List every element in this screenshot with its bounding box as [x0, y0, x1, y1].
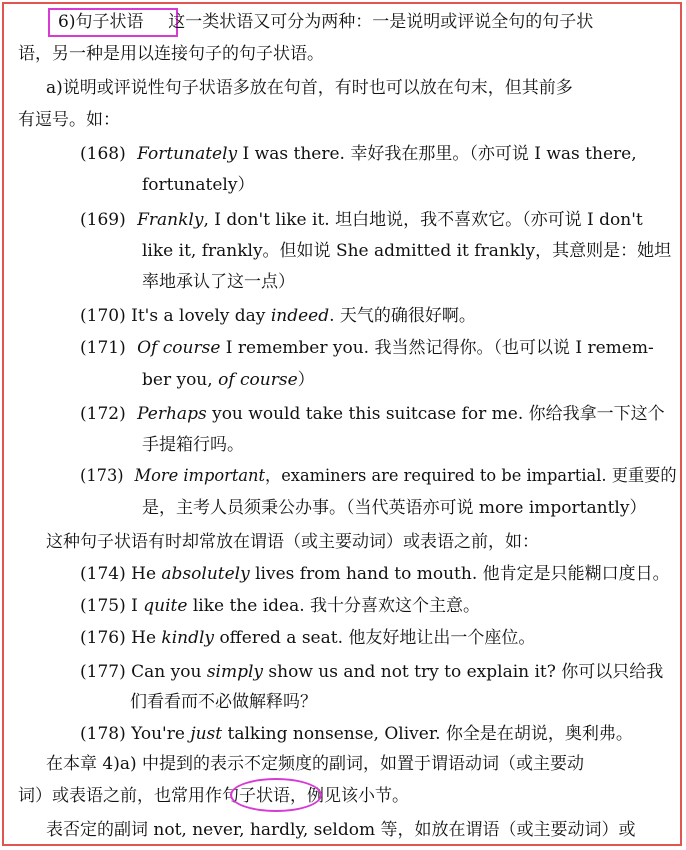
example-keyword: just — [190, 724, 223, 744]
example-173-cont: 是，主考人员须秉公办事。（当代英语亦可说 more importantly） — [142, 498, 647, 518]
example-text: ，examiners are required to be impartial. 更重要的 — [264, 466, 677, 486]
example-keyword: absolutely — [161, 564, 250, 584]
example-number: (170) — [80, 306, 126, 326]
example-keyword: Fortunately — [137, 144, 238, 164]
para-a-line1: a)说明或评说性句子状语多放在句首，有时也可以放在句末，但其前多 — [46, 78, 573, 98]
closing-line2 — [18, 786, 409, 806]
example-keyword: Of course — [137, 338, 221, 358]
example-text: ） — [297, 370, 315, 390]
heading-label: 6)句子状语 — [58, 12, 144, 32]
example-number: (176) — [80, 628, 126, 648]
example-170 — [80, 306, 476, 326]
example-keyword: kindly — [161, 628, 215, 648]
example-text: ber you, — [142, 370, 219, 390]
example-number: (178) — [80, 724, 126, 744]
example-keyword: simply — [206, 662, 264, 682]
example-pre: It's a lovely day — [125, 306, 271, 326]
example-178 — [80, 724, 633, 744]
middle-paragraph: 这种句子状语有时却常放在谓语（或主要动词）或表语之前，如： — [46, 532, 539, 552]
example-172 — [80, 404, 665, 424]
example-pre: He — [125, 564, 162, 584]
example-number: (177) — [80, 662, 126, 682]
example-number: (175) — [80, 596, 126, 616]
example-text: talking nonsense, Oliver. 你全是在胡说，奥利弗。 — [222, 724, 633, 744]
example-text: , I don't like it. 坦白地说，我不喜欢它。（亦可说 I don't — [203, 210, 643, 230]
example-text: like the idea. 我十分喜欢这个主意。 — [187, 596, 481, 616]
example-pre: You're — [125, 724, 191, 744]
example-169-cont2: 率地承认了这一点） — [142, 272, 295, 292]
example-173 — [80, 466, 677, 486]
closing-text: 词）或表语之前，也常用作 — [18, 786, 222, 806]
example-169 — [80, 210, 643, 230]
example-number: (173) — [80, 466, 124, 486]
example-text: show us and not try to explain it? 你可以只给我 — [263, 662, 664, 682]
example-keyword: Perhaps — [137, 404, 207, 424]
example-keyword: quite — [143, 596, 188, 616]
para-a-line2: 有逗号。如： — [18, 110, 120, 130]
heading-rest: 这一类状语又可分为两种：一是说明或评说全句的句子状 — [168, 12, 594, 32]
example-176 — [80, 628, 535, 648]
example-171 — [80, 338, 654, 358]
document-page — [2, 2, 682, 846]
example-keyword: of course — [218, 370, 298, 390]
example-169-cont1: like it, frankly。但如说 She admitted it frankly，其意则是：她坦 — [142, 241, 672, 261]
example-pre: He — [125, 628, 162, 648]
example-text: . 天气的确很好啊。 — [329, 306, 476, 326]
example-number: (168) — [80, 144, 126, 164]
example-174 — [80, 564, 670, 584]
example-text: I remember you. 我当然记得你。（也可以说 I remem- — [220, 338, 654, 358]
example-text: lives from hand to mouth. 他肯定是只能糊口度日。 — [249, 564, 670, 584]
example-172-cont: 手提箱行吗。 — [142, 435, 244, 455]
example-177-cont: 们看看而不必做解释吗？ — [130, 692, 317, 712]
example-keyword: More important — [134, 466, 265, 486]
example-175 — [80, 596, 480, 616]
example-keyword: Frankly — [137, 210, 204, 230]
closing-text: ，例见该小节。 — [290, 786, 409, 806]
example-number: (172) — [80, 404, 126, 424]
example-pre: I — [125, 596, 144, 616]
example-pre: Can you — [125, 662, 207, 682]
example-number: (171) — [80, 338, 126, 358]
example-text: offered a seat. 他友好地让出一个座位。 — [214, 628, 536, 648]
example-168-cont: fortunately） — [142, 175, 255, 195]
example-number: (169) — [80, 210, 126, 230]
term-highlight-circle — [230, 778, 322, 812]
example-text: you would take this suitcase for me. 你给我拿一下这个 — [206, 404, 665, 424]
example-number: (174) — [80, 564, 126, 584]
heading-line — [58, 12, 593, 32]
circled-term: 句子状语 — [222, 786, 290, 806]
example-text: I was there. 幸好我在那里。（亦可说 I was there, — [237, 144, 637, 164]
example-171-cont — [142, 370, 315, 390]
closing-line3: 表否定的副词 not, never, hardly, seldom 等，如放在谓语（或主要动词）或 — [46, 820, 636, 840]
example-177 — [80, 662, 663, 682]
closing-line1: 在本章 4)a) 中提到的表示不定频度的副词，如置于谓语动词（或主要动 — [46, 754, 585, 774]
example-keyword: indeed — [270, 306, 330, 326]
heading-continuation: 语，另一种是用以连接句子的句子状语。 — [18, 44, 324, 64]
example-168 — [80, 144, 637, 164]
